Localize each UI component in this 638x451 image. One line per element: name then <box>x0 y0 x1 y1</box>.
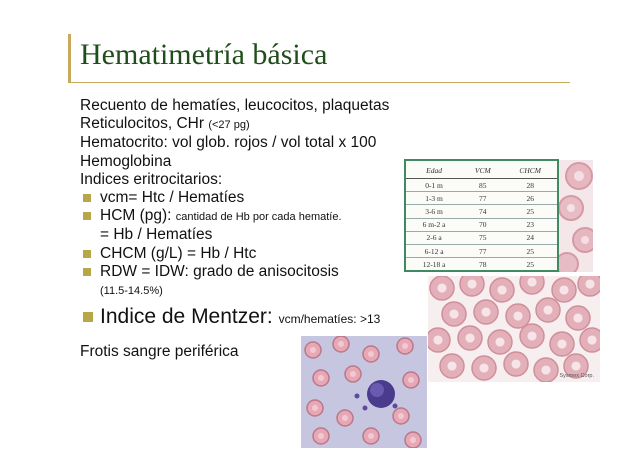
rdw-text: RDW = IDW: grado de anisocitosis <box>100 262 339 280</box>
rbc-micrograph-strip <box>559 160 593 272</box>
bullet-square-icon <box>83 268 91 276</box>
text-hemoglobina: Hemoglobina <box>80 152 172 170</box>
rbc-strip-svg <box>559 160 593 272</box>
hcm-label: HCM (pg): <box>100 207 176 225</box>
text-reticulocitos <box>80 115 420 134</box>
text-hematocrito: Hematocrito: vol glob. rojos / vol total x 100 <box>80 134 377 152</box>
table-cell: 3-6 m <box>406 205 462 218</box>
text-frotis: Frotis sangre periférica <box>80 343 239 361</box>
mentzer-formula: vcm/hematíes: >13 <box>278 312 381 327</box>
reference-table-image <box>404 159 559 272</box>
table-cell: 0-1 m <box>406 179 462 192</box>
bullet-mentzer <box>80 303 420 333</box>
table-row <box>406 192 557 205</box>
rdw-range: (11.5-14.5%) <box>100 285 163 298</box>
bullet-rdw <box>80 263 420 281</box>
bullet-square-icon <box>83 250 91 258</box>
table-header-row <box>406 164 557 179</box>
table-cell: 77 <box>462 192 503 205</box>
table-row <box>406 244 557 257</box>
table-header: Edad <box>406 164 462 179</box>
table-cell: 70 <box>462 218 503 231</box>
bullet-square-icon <box>83 212 91 220</box>
rbc-watermark: Sysmex Corp. <box>559 373 594 379</box>
bullet-hcm <box>80 207 420 226</box>
slide-body <box>80 97 420 361</box>
chr-threshold: (<27 pg) <box>208 119 250 132</box>
hcm-description: cantidad de Hb por cada hematíe. <box>175 211 342 224</box>
table-cell: 74 <box>462 205 503 218</box>
table-cell: 25 <box>503 205 557 218</box>
table-cell: 25 <box>503 244 557 257</box>
text-recuento: Recuento de hematíes, leucocitos, plaquetas <box>80 97 390 114</box>
table-row <box>406 218 557 231</box>
rbc-micrograph-svg <box>428 276 600 382</box>
table-cell: 6-12 a <box>406 244 462 257</box>
rbc-micrograph <box>428 276 600 382</box>
vcm-text: vcm= Htc / Hematíes <box>100 189 245 207</box>
table-cell: 25 <box>526 259 534 269</box>
table-cell: 78 <box>479 259 487 269</box>
chcm-text: CHCM (g/L) = Hb / Htc <box>100 244 257 262</box>
table-header: CHCM <box>503 164 557 179</box>
bullet-vcm <box>80 189 420 207</box>
table-row <box>406 205 557 218</box>
table-cell: 6 m-2 a <box>406 218 462 231</box>
table-header: VCM <box>462 164 503 179</box>
bullet-square-icon <box>83 312 93 322</box>
slide-title: Hematimetría básica <box>80 38 328 71</box>
reticulocitos-label: Reticulocitos, CHr <box>80 115 209 133</box>
table-cell: 2-6 a <box>406 231 462 244</box>
table-cell: 1-3 m <box>406 192 462 205</box>
table-cell: 26 <box>503 192 557 205</box>
table-row <box>406 231 557 244</box>
mentzer-label: Indice de Mentzer: <box>100 305 279 329</box>
hcm-formula: = Hb / Hematíes <box>100 226 213 244</box>
table-cell: 77 <box>462 244 503 257</box>
table-cell: 75 <box>462 231 503 244</box>
table-row <box>406 258 557 271</box>
text-indices: Indices eritrocitarios: <box>80 170 223 188</box>
blood-smear-svg <box>301 336 427 448</box>
table-cell: 12-18 a <box>422 259 446 269</box>
table-cell: 24 <box>503 231 557 244</box>
blood-smear-micrograph <box>301 336 427 448</box>
table-cell: 85 <box>462 179 503 192</box>
bullet-chcm <box>80 245 420 263</box>
title-accent-bar <box>68 34 71 82</box>
table-cell: 23 <box>503 218 557 231</box>
reference-table <box>406 164 557 270</box>
table-row <box>406 179 557 192</box>
table-cell: 28 <box>503 179 557 192</box>
bullet-square-icon <box>83 194 91 202</box>
title-underline <box>68 82 570 83</box>
